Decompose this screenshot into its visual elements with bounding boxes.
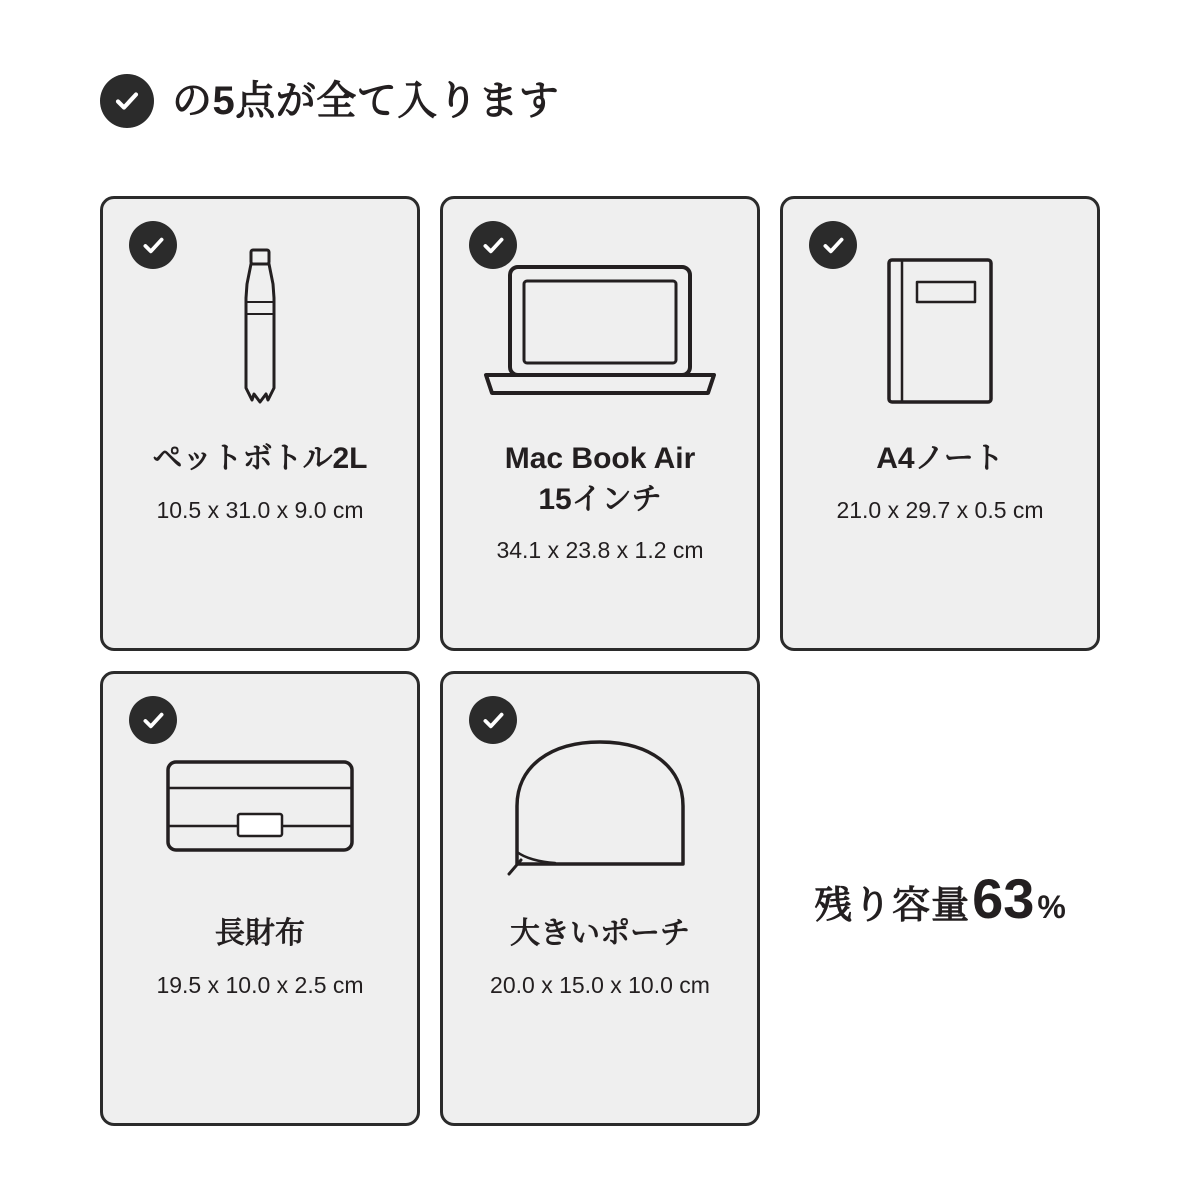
item-name: 長財布 [215, 917, 305, 950]
item-name-line1: Mac Book Air [504, 442, 696, 475]
remaining-capacity-label: 残り容量 [814, 885, 971, 927]
item-card-bottle [100, 196, 420, 651]
item-name-line2: 15インチ [538, 482, 662, 516]
item-grid [100, 196, 1100, 1126]
item-card-laptop [440, 196, 760, 651]
item-dimensions: 20.0 x 15.0 x 10.0 cm [490, 971, 710, 998]
check-icon [469, 696, 517, 744]
remaining-capacity-cell [780, 671, 1100, 1126]
item-dimensions: 34.1 x 23.8 x 1.2 cm [496, 537, 704, 563]
item-name: ペットボトル2L [152, 442, 368, 475]
item-name: A4ノート [876, 442, 1004, 475]
check-icon [809, 221, 857, 269]
remaining-capacity [814, 866, 1066, 931]
item-name [489, 439, 712, 520]
item-card-pouch [440, 671, 760, 1126]
item-name: 大きいポーチ [510, 917, 690, 950]
check-icon [129, 696, 177, 744]
remaining-capacity-unit: % [1037, 889, 1066, 925]
header [100, 74, 559, 128]
item-card-notebook [780, 196, 1100, 651]
remaining-capacity-value: 63 [972, 867, 1035, 930]
item-card-wallet [100, 671, 420, 1126]
item-dimensions: 19.5 x 10.0 x 2.5 cm [156, 971, 364, 998]
item-dimensions: 21.0 x 29.7 x 0.5 cm [836, 496, 1044, 523]
page-title: の5点が全て入ります [172, 79, 560, 123]
item-dimensions: 10.5 x 31.0 x 9.0 cm [156, 496, 364, 523]
check-icon [129, 221, 177, 269]
check-icon [100, 74, 154, 128]
check-icon [469, 221, 517, 269]
